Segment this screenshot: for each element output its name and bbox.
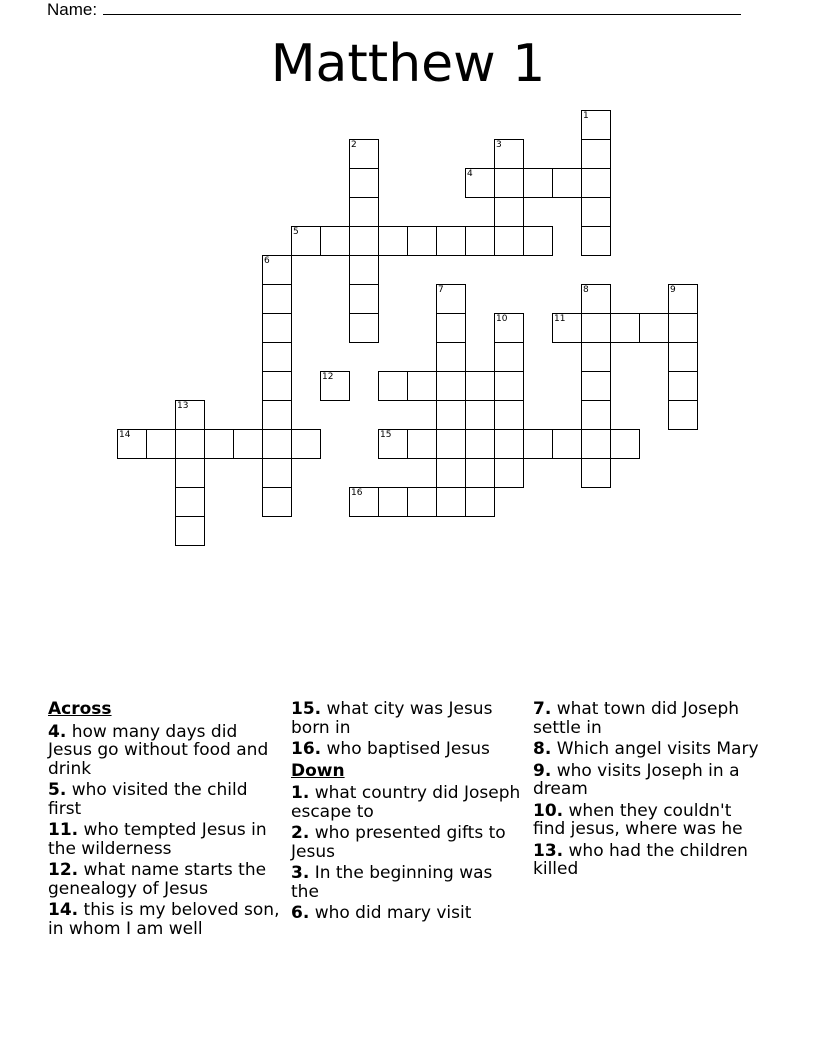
grid-cell[interactable]: [175, 487, 205, 517]
grid-cell[interactable]: [581, 313, 611, 343]
clue-text: what country did Joseph escape to: [291, 783, 521, 822]
grid-cell[interactable]: [494, 342, 524, 372]
clue-number: 6.: [291, 903, 310, 923]
grid-cell[interactable]: [494, 458, 524, 488]
grid-cell[interactable]: [175, 458, 205, 488]
grid-cell[interactable]: [233, 429, 263, 459]
grid-cell[interactable]: [436, 487, 466, 517]
cell-number: 13: [177, 401, 189, 411]
grid-cell[interactable]: [262, 313, 292, 343]
clue-item: [291, 740, 523, 759]
clue-number: 12.: [48, 860, 79, 880]
grid-cell[interactable]: [204, 429, 234, 459]
across-heading: Across: [48, 699, 112, 719]
grid-cell[interactable]: [494, 429, 524, 459]
clue-item: [533, 762, 765, 799]
cell-number: 9: [670, 285, 676, 295]
grid-cell[interactable]: [291, 226, 321, 256]
grid-cell[interactable]: [610, 429, 640, 459]
grid-cell[interactable]: [349, 197, 379, 227]
cell-number: 8: [583, 285, 589, 295]
grid-cell[interactable]: [378, 487, 408, 517]
cell-number: 11: [554, 314, 566, 324]
grid-cell[interactable]: [436, 226, 466, 256]
grid-cell[interactable]: [349, 255, 379, 285]
clue-text: what city was Jesus born in: [291, 699, 493, 738]
clue-item: [48, 861, 280, 898]
grid-cell[interactable]: [349, 226, 379, 256]
grid-cell[interactable]: [668, 371, 698, 401]
grid-cell[interactable]: [262, 400, 292, 430]
grid-cell[interactable]: [320, 371, 350, 401]
grid-cell[interactable]: [552, 313, 582, 343]
clue-text: who tempted Jesus in the wilderness: [48, 820, 267, 859]
grid-cell[interactable]: [407, 429, 437, 459]
clue-item: [291, 784, 523, 821]
grid-cell[interactable]: [494, 371, 524, 401]
clue-number: 8.: [533, 739, 552, 759]
clue-number: 13.: [533, 840, 564, 861]
clue-text: when they couldn't find jesus, where was he: [533, 800, 743, 839]
grid-cell[interactable]: [465, 371, 495, 401]
grid-cell[interactable]: [117, 429, 147, 459]
clue-column-1: [48, 700, 280, 941]
grid-cell[interactable]: [262, 429, 292, 459]
clue-column-3: [533, 700, 765, 882]
page-title: Matthew 1: [270, 34, 546, 94]
clue-text: who baptised Jesus: [326, 739, 490, 759]
grid-cell[interactable]: [494, 313, 524, 343]
grid-cell[interactable]: [581, 429, 611, 459]
clue-number: 16.: [291, 739, 322, 759]
cell-number: 5: [293, 227, 299, 237]
clue-text: In the beginning was the: [291, 863, 493, 902]
grid-cell[interactable]: [436, 284, 466, 314]
clue-item: [291, 700, 523, 737]
grid-cell[interactable]: [494, 197, 524, 227]
grid-cell[interactable]: [349, 487, 379, 517]
grid-cell[interactable]: [581, 342, 611, 372]
clue-item: [48, 901, 280, 938]
grid-cell[interactable]: [436, 458, 466, 488]
clue-number: 1.: [291, 783, 310, 803]
clue-number: 4.: [48, 721, 67, 742]
clue-item: [291, 864, 523, 901]
grid-cell[interactable]: [581, 139, 611, 169]
cell-number: 10: [496, 314, 508, 324]
down-heading: Down: [291, 760, 345, 781]
grid-cell[interactable]: [581, 197, 611, 227]
clue-item: [48, 781, 280, 818]
cell-number: 1: [583, 111, 589, 121]
clue-number: 15.: [291, 699, 322, 719]
grid-cell[interactable]: [175, 400, 205, 430]
grid-cell[interactable]: [581, 400, 611, 430]
grid-cell[interactable]: [465, 429, 495, 459]
grid-cell[interactable]: [523, 168, 553, 198]
grid-cell[interactable]: [465, 168, 495, 198]
grid-cell[interactable]: [494, 226, 524, 256]
grid-cell[interactable]: [349, 284, 379, 314]
grid-cell[interactable]: [349, 313, 379, 343]
grid-cell[interactable]: [581, 168, 611, 198]
grid-cell[interactable]: [494, 168, 524, 198]
grid-cell[interactable]: [146, 429, 176, 459]
clue-text: this is my beloved son, in whom I am well: [48, 900, 280, 939]
grid-cell[interactable]: [262, 342, 292, 372]
grid-cell[interactable]: [262, 458, 292, 488]
clue-number: 9.: [533, 760, 552, 781]
cell-number: 7: [438, 285, 444, 295]
grid-cell[interactable]: [262, 284, 292, 314]
grid-cell[interactable]: [494, 139, 524, 169]
grid-cell[interactable]: [639, 313, 669, 343]
grid-cell[interactable]: [436, 313, 466, 343]
grid-cell[interactable]: [523, 429, 553, 459]
grid-cell[interactable]: [581, 226, 611, 256]
clue-item: [533, 700, 765, 737]
clue-text: what name starts the genealogy of Jesus: [48, 860, 267, 899]
grid-cell[interactable]: [320, 226, 350, 256]
clue-item: [291, 824, 523, 861]
clue-text: who had the children killed: [533, 840, 748, 879]
clue-number: 7.: [533, 699, 552, 719]
clue-number: 5.: [48, 780, 67, 800]
grid-cell[interactable]: [610, 313, 640, 343]
grid-cell[interactable]: [291, 429, 321, 459]
cell-number: 3: [496, 140, 502, 150]
clue-text: how many days did Jesus go without food and drink: [48, 721, 269, 779]
clue-number: 14.: [48, 900, 79, 920]
cell-number: 15: [380, 430, 392, 440]
grid-cell[interactable]: [552, 429, 582, 459]
grid-cell[interactable]: [407, 487, 437, 517]
grid-cell[interactable]: [523, 226, 553, 256]
grid-cell[interactable]: [581, 458, 611, 488]
cell-number: 2: [351, 140, 357, 150]
grid-cell[interactable]: [378, 226, 408, 256]
cell-number: 16: [351, 488, 363, 498]
clue-column-2: [291, 700, 523, 926]
clue-text: who visits Joseph in a dream: [533, 760, 740, 799]
clue-item: [533, 802, 765, 839]
cell-number: 12: [322, 372, 334, 382]
grid-cell[interactable]: [436, 429, 466, 459]
grid-cell[interactable]: [175, 516, 205, 546]
clue-text: who visited the child first: [48, 780, 248, 819]
grid-cell[interactable]: [436, 400, 466, 430]
grid-cell[interactable]: [581, 110, 611, 140]
clue-text: what town did Joseph settle in: [533, 699, 740, 738]
clue-number: 10.: [533, 800, 564, 821]
clue-item: [533, 740, 765, 759]
clue-number: 2.: [291, 823, 310, 843]
clue-text: who presented gifts to Jesus: [291, 823, 506, 862]
grid-cell[interactable]: [407, 226, 437, 256]
grid-cell[interactable]: [436, 342, 466, 372]
clue-item: [48, 821, 280, 858]
cell-number: 14: [119, 430, 131, 440]
grid-cell[interactable]: [552, 168, 582, 198]
grid-cell[interactable]: [378, 371, 408, 401]
grid-cell[interactable]: [378, 429, 408, 459]
clue-number: 3.: [291, 863, 310, 883]
grid-cell[interactable]: [175, 429, 205, 459]
grid-cell[interactable]: [668, 284, 698, 314]
cell-number: 6: [264, 256, 270, 266]
grid-cell[interactable]: [349, 168, 379, 198]
grid-cell[interactable]: [349, 139, 379, 169]
grid-cell[interactable]: [581, 284, 611, 314]
grid-cell[interactable]: [262, 255, 292, 285]
clue-number: 11.: [48, 820, 79, 840]
grid-cell[interactable]: [262, 487, 292, 517]
name-label: Name:: [47, 0, 98, 19]
grid-cell[interactable]: [465, 487, 495, 517]
grid-cell[interactable]: [668, 342, 698, 372]
grid-cell[interactable]: [581, 371, 611, 401]
grid-cell[interactable]: [494, 400, 524, 430]
clue-item: [291, 904, 523, 923]
grid-cell[interactable]: [465, 226, 495, 256]
grid-cell[interactable]: [668, 400, 698, 430]
clue-text: who did mary visit: [314, 903, 472, 923]
clue-item: [533, 842, 765, 879]
cell-number: 4: [467, 169, 473, 179]
grid-cell[interactable]: [262, 371, 292, 401]
clue-item: [48, 723, 280, 779]
grid-cell[interactable]: [668, 313, 698, 343]
grid-cell[interactable]: [436, 371, 466, 401]
grid-cell[interactable]: [407, 371, 437, 401]
clue-text: Which angel visits Mary: [556, 739, 759, 759]
